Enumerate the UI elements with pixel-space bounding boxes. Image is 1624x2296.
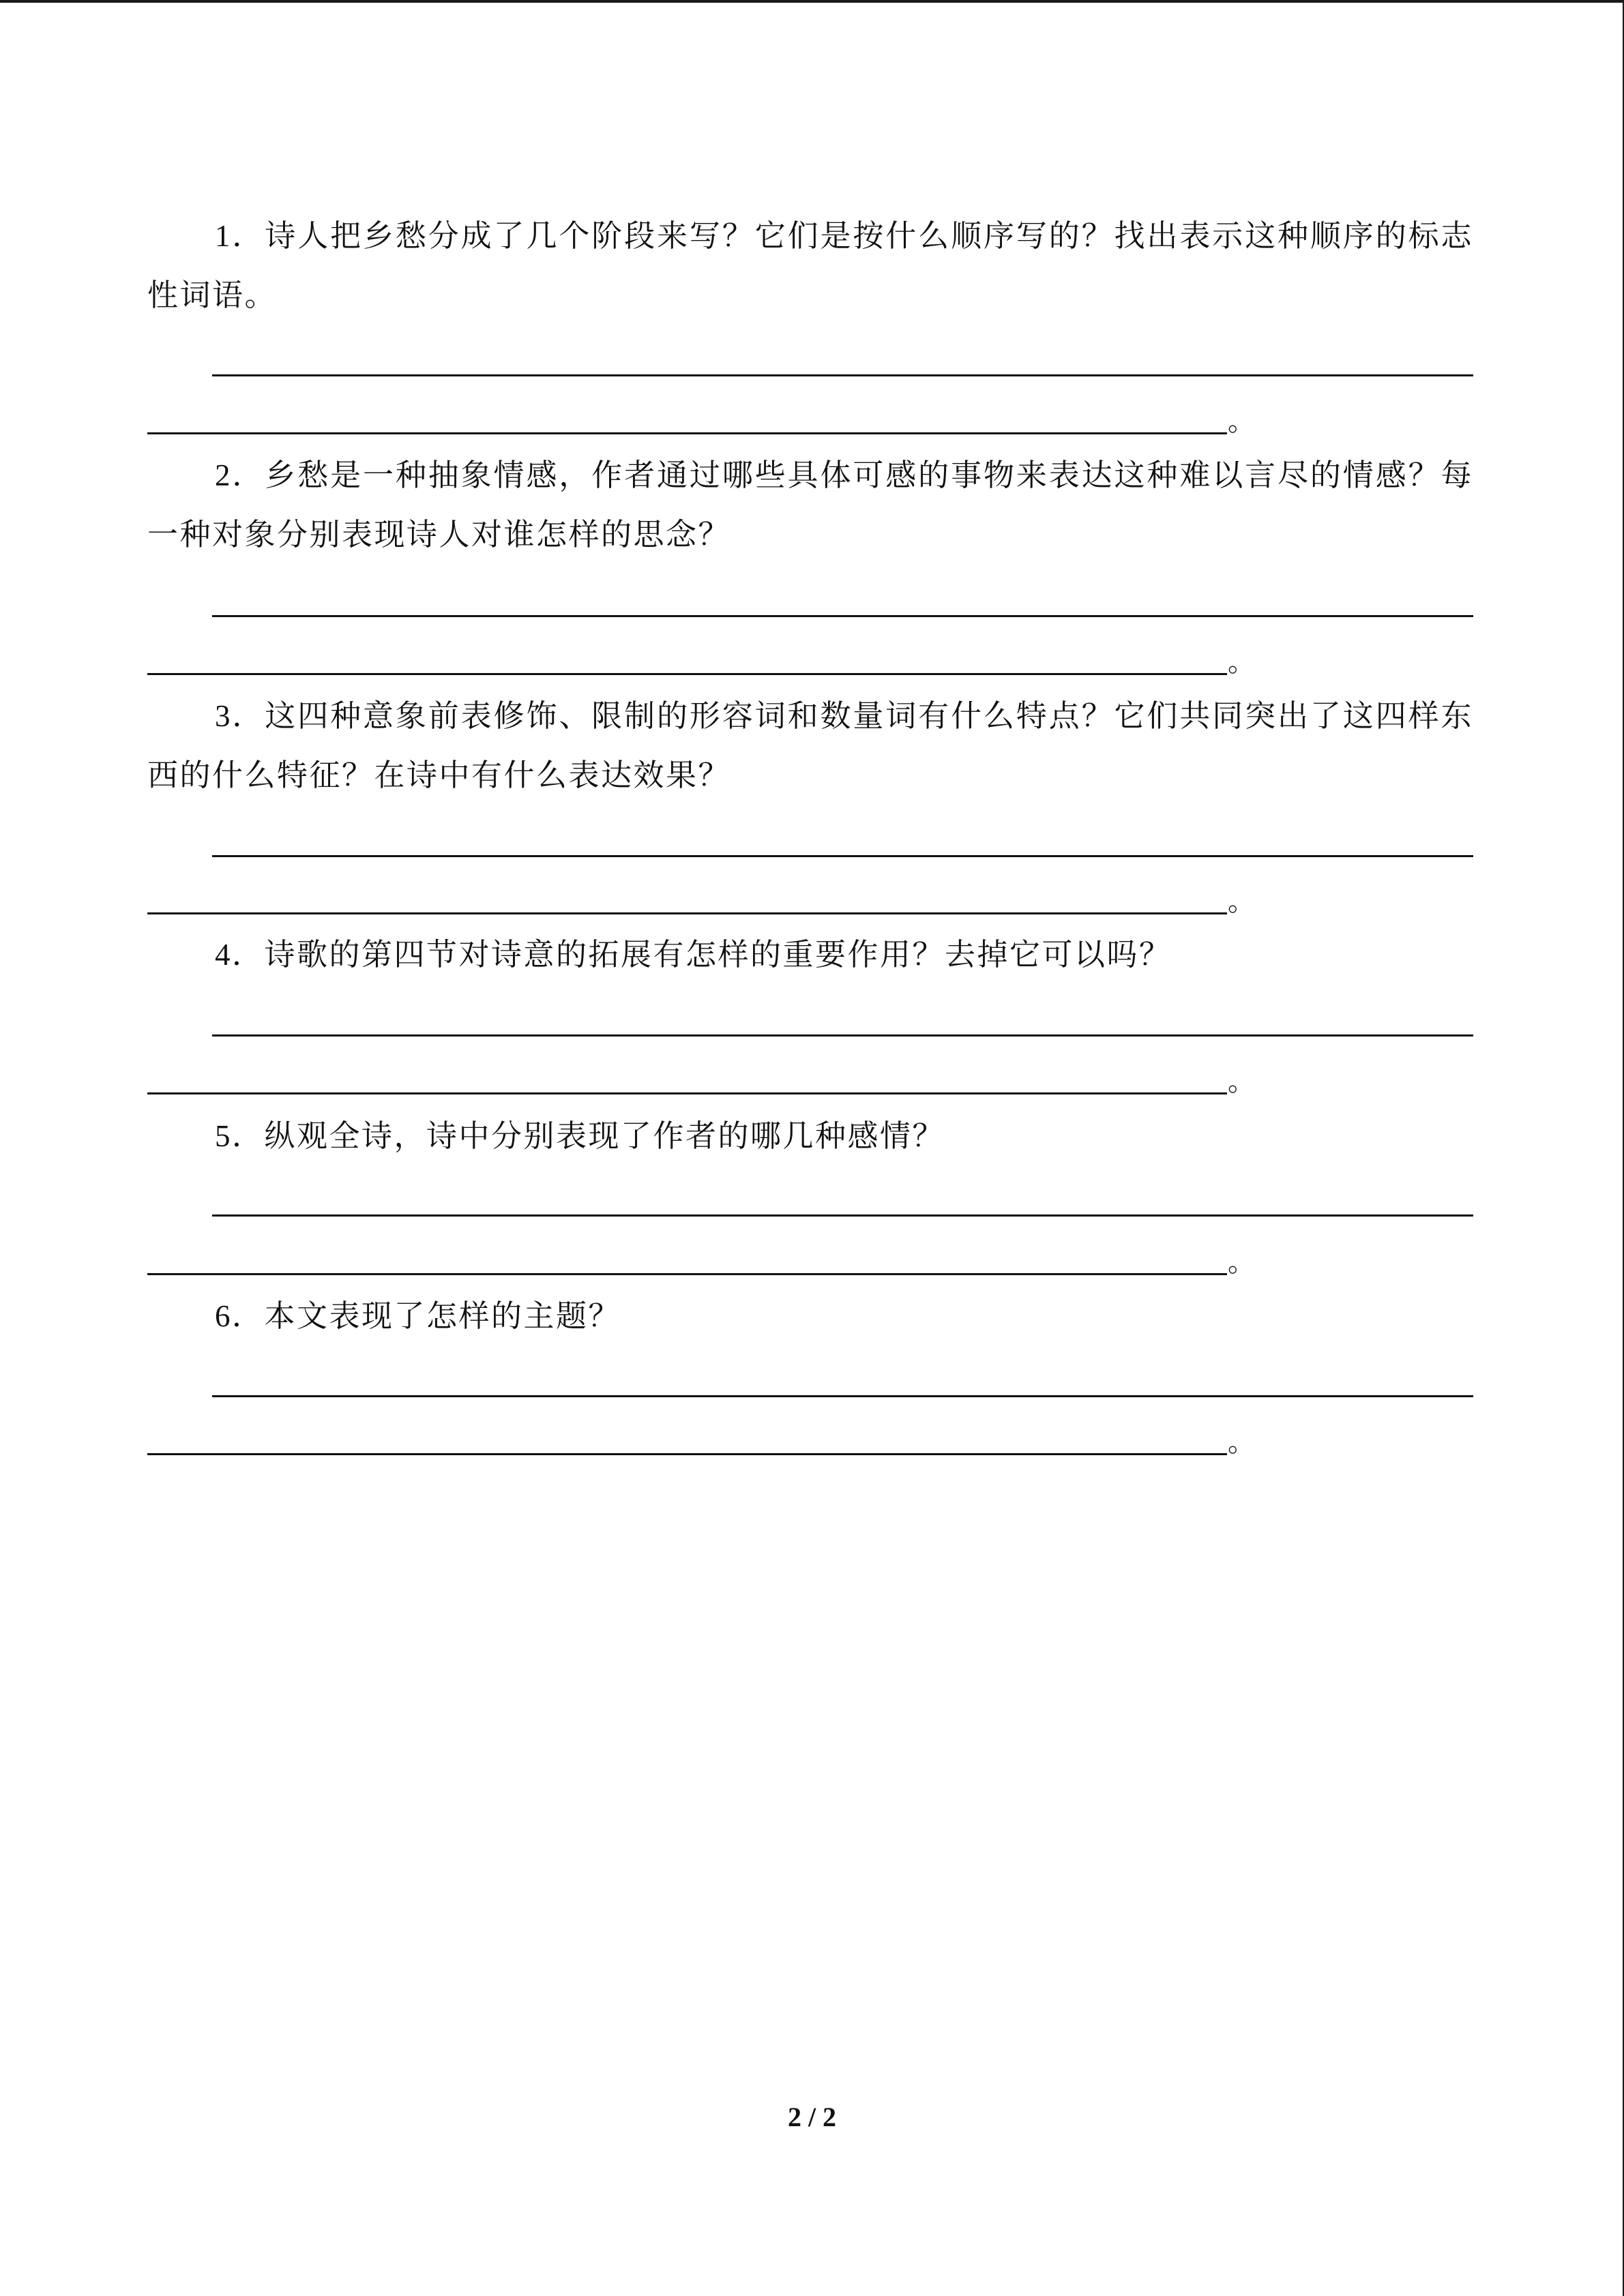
question-text: 诗歌的第四节对诗意的拓展有怎样的重要作用？去掉它可以吗？ xyxy=(264,938,1172,972)
question-5 xyxy=(147,1107,1473,1166)
question-text: 乡愁是一种抽象情感，作者通过哪些具体可感的事物来表达这种难以言尽的情感？每一种对象分别表现诗人对谁怎样的思念？ xyxy=(147,458,1473,552)
page-top-border xyxy=(0,0,1624,3)
answer-period: 。 xyxy=(1228,1427,1255,1457)
question-text: 这四种意象前表修饰、限制的形容词和数量词有什么特点？它们共同突出了这四样东西的什么特征？在诗中有什么表达效果？ xyxy=(147,699,1473,792)
answer-period: 。 xyxy=(1228,406,1255,436)
answer-line-4b[interactable] xyxy=(147,1092,1227,1094)
answer-line-6a[interactable] xyxy=(212,1395,1473,1397)
answer-period: 。 xyxy=(1228,1066,1255,1097)
page-number: 2 / 2 xyxy=(787,2102,837,2132)
question-number: 5． xyxy=(215,1119,265,1153)
answer-line-4a[interactable] xyxy=(212,1034,1473,1037)
question-text: 诗人把乡愁分成了几个阶段来写？它们是按什么顺序写的？找出表示这种顺序的标志性词语。 xyxy=(147,219,1473,312)
question-2 xyxy=(147,446,1473,565)
answer-line-5a[interactable] xyxy=(212,1214,1473,1217)
question-3 xyxy=(147,687,1473,805)
answer-line-3b[interactable] xyxy=(147,912,1227,914)
question-1 xyxy=(147,207,1473,325)
answer-line-1a[interactable] xyxy=(212,374,1473,376)
question-text: 纵观全诗，诗中分别表现了作者的哪几种感情？ xyxy=(264,1119,945,1153)
answer-line-5b[interactable] xyxy=(147,1273,1227,1275)
answer-line-2a[interactable] xyxy=(212,615,1473,617)
question-text: 本文表现了怎样的主题？ xyxy=(264,1299,621,1333)
question-number: 2． xyxy=(215,458,265,492)
answer-period: 。 xyxy=(1228,886,1255,916)
question-6 xyxy=(147,1287,1473,1346)
answer-period: 。 xyxy=(1228,1247,1255,1277)
answer-line-6b[interactable] xyxy=(147,1453,1227,1455)
question-number: 4． xyxy=(215,938,265,972)
answer-line-2b[interactable] xyxy=(147,673,1227,675)
question-4 xyxy=(147,925,1473,985)
question-number: 1． xyxy=(215,219,265,253)
answer-period: 。 xyxy=(1228,646,1255,677)
question-number: 6． xyxy=(215,1299,265,1333)
answer-line-3a[interactable] xyxy=(212,855,1473,857)
question-number: 3． xyxy=(215,699,265,733)
answer-line-1b[interactable] xyxy=(147,432,1227,434)
